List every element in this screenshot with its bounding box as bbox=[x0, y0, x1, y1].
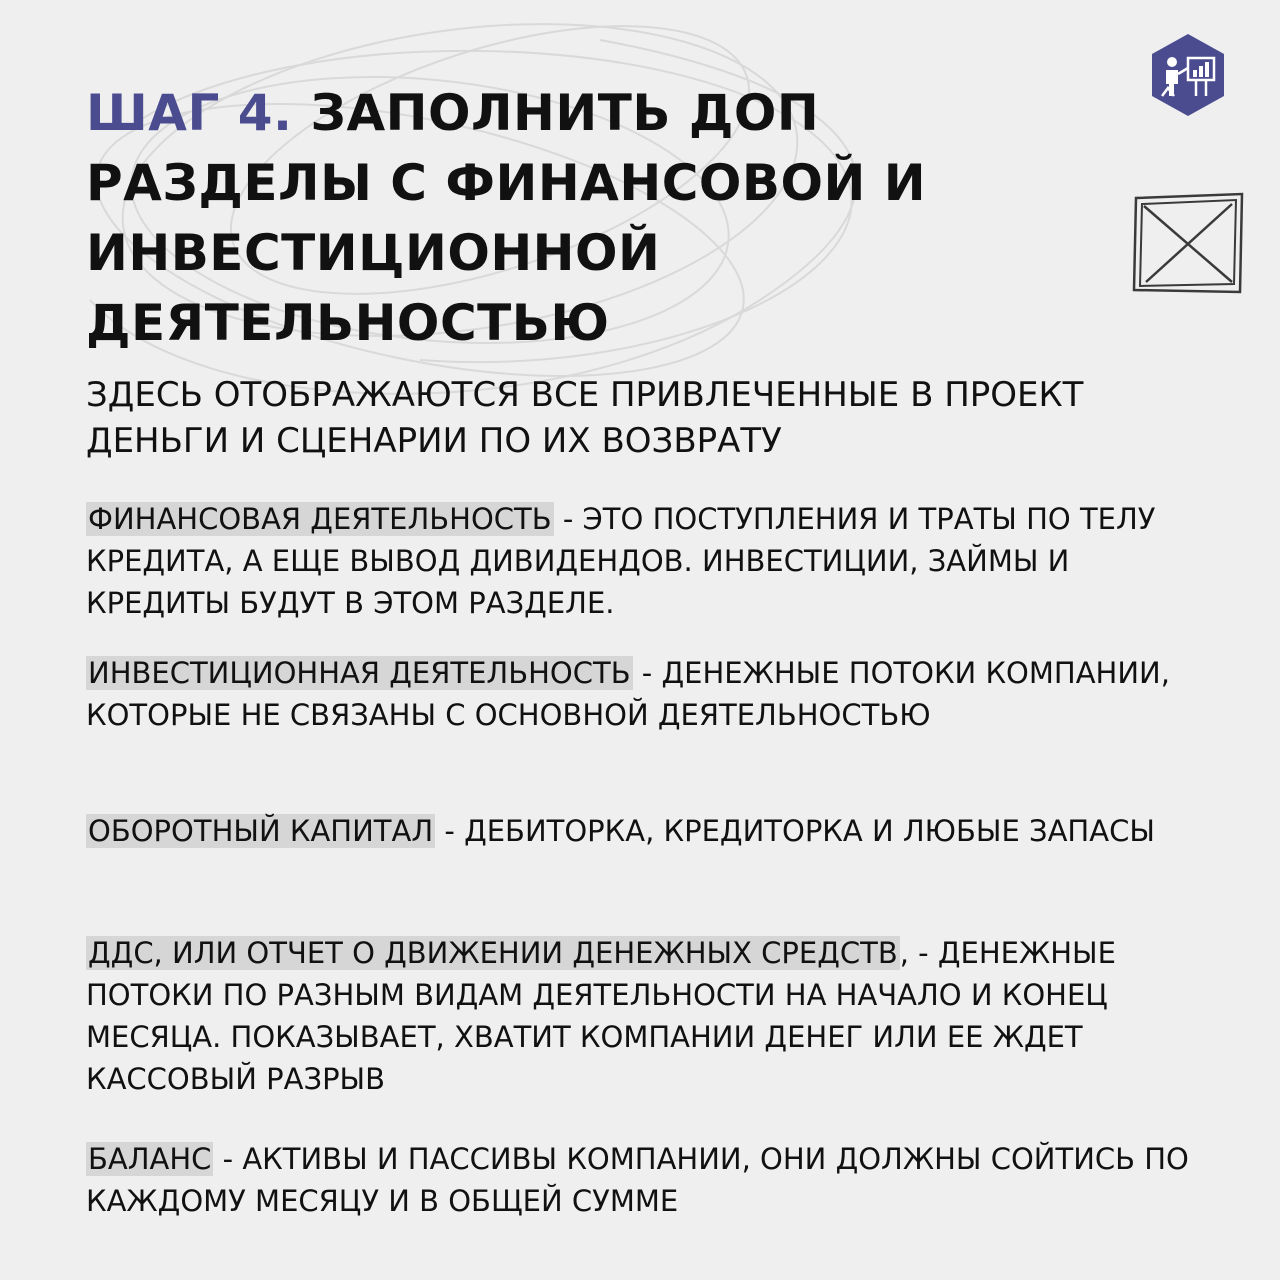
definition-investment-activity bbox=[86, 652, 1206, 736]
definition-term: ФИНАНСОВАЯ ДЕЯТЕЛЬНОСТЬ bbox=[88, 502, 552, 536]
definition-text: - АКТИВЫ И ПАССИВЫ КОМПАНИИ, ОНИ ДОЛЖНЫ СОЙТИСЬ ПО КАЖДОМУ МЕСЯЦУ И В ОБЩЕЙ СУММЕ bbox=[86, 1142, 1189, 1218]
definition-text: - ДЕНЕЖНЫЕ ПОТОКИ КОМПАНИИ, КОТОРЫЕ НЕ СВЯЗАНЫ С ОСНОВНОЙ ДЕЯТЕЛЬНОСТЬЮ bbox=[86, 656, 1170, 732]
page-title bbox=[86, 78, 1086, 358]
definition-balance bbox=[86, 1138, 1206, 1222]
definition-text: - ДЕБИТОРКА, КРЕДИТОРКА И ЛЮБЫЕ ЗАПАСЫ bbox=[435, 814, 1155, 848]
definition-financial-activity bbox=[86, 498, 1206, 624]
intro-text: ЗДЕСЬ ОТОБРАЖАЮТСЯ ВСЕ ПРИВЛЕЧЕННЫЕ В ПРОЕКТ ДЕНЬГИ И СЦЕНАРИИ ПО ИХ ВОЗВРАТУ bbox=[86, 375, 1084, 461]
definition-working-capital bbox=[86, 810, 1206, 852]
definition-term: БАЛАНС bbox=[88, 1142, 212, 1176]
step-title: ЗАПОЛНИТЬ ДОП РАЗДЕЛЫ С ФИНАНСОВОЙ И ИНВЕСТИЦИОННОЙ ДЕЯТЕЛЬНОСТЬЮ bbox=[86, 84, 927, 352]
definition-term: ИНВЕСТИЦИОННАЯ ДЕЯТЕЛЬНОСТЬ bbox=[88, 656, 631, 690]
crossed-box-icon bbox=[1128, 186, 1248, 298]
definition-term: ДДС, ИЛИ ОТЧЕТ О ДВИЖЕНИИ ДЕНЕЖНЫХ СРЕДСТВ bbox=[88, 936, 898, 970]
definition-text: , - ДЕНЕЖНЫЕ ПОТОКИ ПО РАЗНЫМ ВИДАМ ДЕЯТЕЛЬНОСТИ НА НАЧАЛО И КОНЕЦ МЕСЯЦА. ПОКАЗЫВАЕТ, ХВАТИТ КОМПАНИИ ДЕНЕГ ИЛИ ЕЕ ЖДЕТ КАССОВЫЙ РАЗРЫВ bbox=[86, 936, 1116, 1096]
definition-cash-flow-statement bbox=[86, 932, 1206, 1100]
step-label: ШАГ 4. bbox=[86, 84, 293, 142]
definition-term: ОБОРОТНЫЙ КАПИТАЛ bbox=[88, 814, 434, 848]
presenter-chart-hexagon-icon bbox=[1148, 32, 1228, 118]
definition-text: - ЭТО ПОСТУПЛЕНИЯ И ТРАТЫ ПО ТЕЛУ КРЕДИТА, А ЕЩЕ ВЫВОД ДИВИДЕНДОВ. ИНВЕСТИЦИИ, ЗАЙМЫ И КРЕДИТЫ БУДУТ В ЭТОМ РАЗДЕЛЕ. bbox=[86, 502, 1156, 620]
